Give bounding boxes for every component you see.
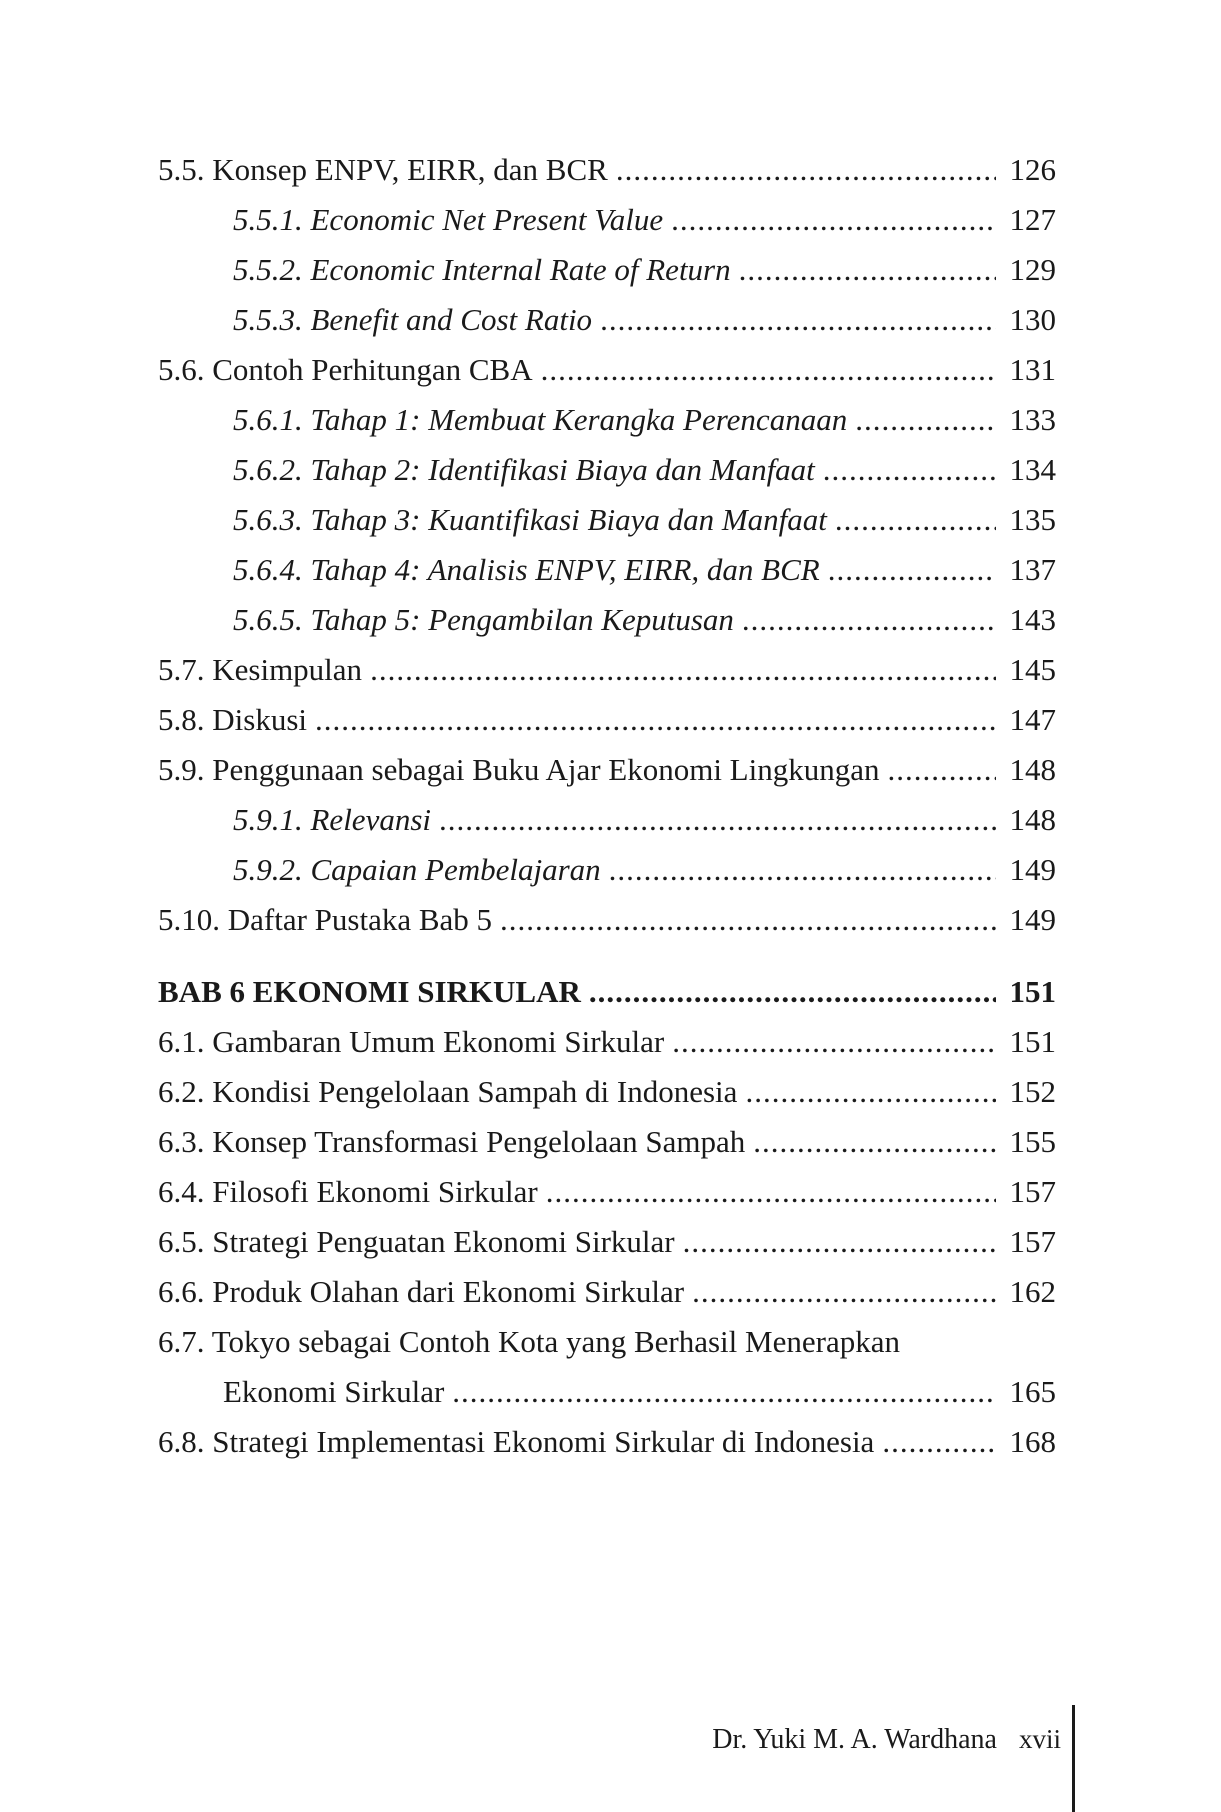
toc-entry-5-6-1[interactable]: [158, 395, 1056, 445]
toc-page-number: 131: [1009, 352, 1056, 387]
toc-label: 5.10. Daftar Pustaka Bab 5: [158, 902, 493, 937]
dot-leader: [439, 795, 996, 845]
dot-leader: [672, 1017, 996, 1067]
toc-entry-5-9[interactable]: [158, 745, 1056, 795]
toc-entry-6-4[interactable]: [158, 1167, 1056, 1217]
toc-entry-chapter-6[interactable]: [158, 967, 1056, 1017]
footer-author: Dr. Yuki M. A. Wardhana: [712, 1724, 997, 1755]
toc-entry-5-5-1[interactable]: [158, 195, 1056, 245]
toc-page-number: 165: [1009, 1374, 1056, 1409]
toc-entry-6-8[interactable]: [158, 1417, 1056, 1467]
dot-leader: [609, 845, 996, 895]
toc-page-number: 151: [1009, 1024, 1056, 1059]
toc-page-number: 155: [1009, 1124, 1056, 1159]
dot-leader: [616, 145, 996, 195]
toc-page-number: 135: [1009, 502, 1056, 537]
toc-entry-6-5[interactable]: [158, 1217, 1056, 1267]
toc-label: 5.7. Kesimpulan: [158, 652, 363, 687]
dot-leader: [546, 1167, 996, 1217]
dot-leader: [370, 645, 996, 695]
toc-entry-6-3[interactable]: [158, 1117, 1056, 1167]
toc-label: 5.6.5. Tahap 5: Pengambilan Keputusan: [233, 602, 734, 637]
toc-label: 5.5.2. Economic Internal Rate of Return: [233, 252, 731, 287]
toc-entry-6-6[interactable]: [158, 1267, 1056, 1317]
toc-label: Ekonomi Sirkular: [223, 1374, 445, 1409]
dot-leader: [835, 495, 996, 545]
toc-label: 5.5. Konsep ENPV, EIRR, dan BCR: [158, 152, 608, 187]
dot-leader: [692, 1267, 996, 1317]
toc-entry-6-7[interactable]: [158, 1317, 1056, 1367]
toc-label: 6.2. Kondisi Pengelolaan Sampah di Indonesia: [158, 1074, 738, 1109]
toc-label: 6.5. Strategi Penguatan Ekonomi Sirkular: [158, 1224, 675, 1259]
toc-entry-6-2[interactable]: [158, 1067, 1056, 1117]
dot-leader: [888, 745, 997, 795]
toc-page-number: 157: [1009, 1174, 1056, 1209]
dot-leader: [742, 595, 996, 645]
toc-page-number: 148: [1009, 802, 1056, 837]
toc-entry-5-6-2[interactable]: [158, 445, 1056, 495]
toc-entry-5-5-2[interactable]: [158, 245, 1056, 295]
dot-leader: [855, 395, 996, 445]
toc-page-number: 157: [1009, 1224, 1056, 1259]
dot-leader: [589, 967, 996, 1017]
dot-leader: [500, 895, 996, 945]
dot-leader: [882, 1417, 996, 1467]
page-footer: [712, 1724, 1061, 1756]
toc-page-number: 147: [1009, 702, 1056, 737]
dot-leader: [823, 445, 996, 495]
toc-entry-5-5[interactable]: [158, 145, 1056, 195]
dot-leader: [671, 195, 996, 245]
toc-label: 5.8. Diskusi: [158, 702, 307, 737]
toc-page-number: 143: [1009, 602, 1056, 637]
toc-label: 5.5.3. Benefit and Cost Ratio: [233, 302, 593, 337]
footer-vertical-rule: [1072, 1705, 1075, 1812]
toc-entry-5-6[interactable]: [158, 345, 1056, 395]
toc-page-number: 127: [1009, 202, 1056, 237]
toc-page-number: 137: [1009, 552, 1056, 587]
toc-page-number: 145: [1009, 652, 1056, 687]
toc-page-number: 134: [1009, 452, 1056, 487]
footer-page-number: xvii: [1018, 1724, 1061, 1754]
toc-page-number: 162: [1009, 1274, 1056, 1309]
toc-entry-5-7[interactable]: [158, 645, 1056, 695]
toc-chapter-label: BAB 6 EKONOMI SIRKULAR: [158, 974, 581, 1009]
toc-entry-6-7-continued[interactable]: [158, 1367, 1056, 1417]
toc-label: 5.9. Penggunaan sebagai Buku Ajar Ekonomi Lingkungan: [158, 752, 880, 787]
toc-label: 5.6.3. Tahap 3: Kuantifikasi Biaya dan Manfaat: [233, 502, 827, 537]
toc-page-number: 129: [1009, 252, 1056, 287]
dot-leader: [828, 545, 996, 595]
toc-page-number: 149: [1009, 852, 1056, 887]
toc-entry-6-1[interactable]: [158, 1017, 1056, 1067]
dot-leader: [745, 1067, 996, 1117]
toc-entry-5-6-5[interactable]: [158, 595, 1056, 645]
toc-entry-5-6-3[interactable]: [158, 495, 1056, 545]
toc-page-number: 148: [1009, 752, 1056, 787]
toc-page-number: 130: [1009, 302, 1056, 337]
toc-label: 6.7. Tokyo sebagai Contoh Kota yang Berhasil Menerapkan: [158, 1324, 900, 1359]
toc-page-number: 126: [1009, 152, 1056, 187]
toc-entry-5-6-4[interactable]: [158, 545, 1056, 595]
toc-label: 6.4. Filosofi Ekonomi Sirkular: [158, 1174, 538, 1209]
toc-label: 5.6.1. Tahap 1: Membuat Kerangka Perencanaan: [233, 402, 848, 437]
toc-entry-5-9-2[interactable]: [158, 845, 1056, 895]
toc-label: 5.6.2. Tahap 2: Identifikasi Biaya dan Manfaat: [233, 452, 815, 487]
dot-leader: [452, 1367, 996, 1417]
toc-label: 5.6.4. Tahap 4: Analisis ENPV, EIRR, dan BCR: [233, 552, 820, 587]
toc-entry-5-8[interactable]: [158, 695, 1056, 745]
dot-leader: [315, 695, 996, 745]
toc-page-number: 152: [1009, 1074, 1056, 1109]
toc-label: 5.9.2. Capaian Pembelajaran: [233, 852, 601, 887]
toc-page-number: 133: [1009, 402, 1056, 437]
toc-label: 5.5.1. Economic Net Present Value: [233, 202, 664, 237]
dot-leader: [683, 1217, 996, 1267]
toc-page-number: 151: [1009, 974, 1056, 1009]
dot-leader: [541, 345, 996, 395]
toc-label: 6.1. Gambaran Umum Ekonomi Sirkular: [158, 1024, 665, 1059]
toc-label: 6.8. Strategi Implementasi Ekonomi Sirkular di Indonesia: [158, 1424, 875, 1459]
toc-page-number: 168: [1009, 1424, 1056, 1459]
dot-leader: [600, 295, 996, 345]
toc-entry-5-5-3[interactable]: [158, 295, 1056, 345]
dot-leader: [739, 245, 996, 295]
toc-entry-5-10[interactable]: [158, 895, 1056, 945]
toc-label: 5.6. Contoh Perhitungan CBA: [158, 352, 533, 387]
dot-leader: [753, 1117, 996, 1167]
table-of-contents: [158, 145, 1056, 1467]
toc-label: 6.3. Konsep Transformasi Pengelolaan Sampah: [158, 1124, 746, 1159]
toc-label: 6.6. Produk Olahan dari Ekonomi Sirkular: [158, 1274, 685, 1309]
toc-label: 5.9.1. Relevansi: [233, 802, 432, 837]
toc-entry-5-9-1[interactable]: [158, 795, 1056, 845]
toc-page-number: 149: [1009, 902, 1056, 937]
